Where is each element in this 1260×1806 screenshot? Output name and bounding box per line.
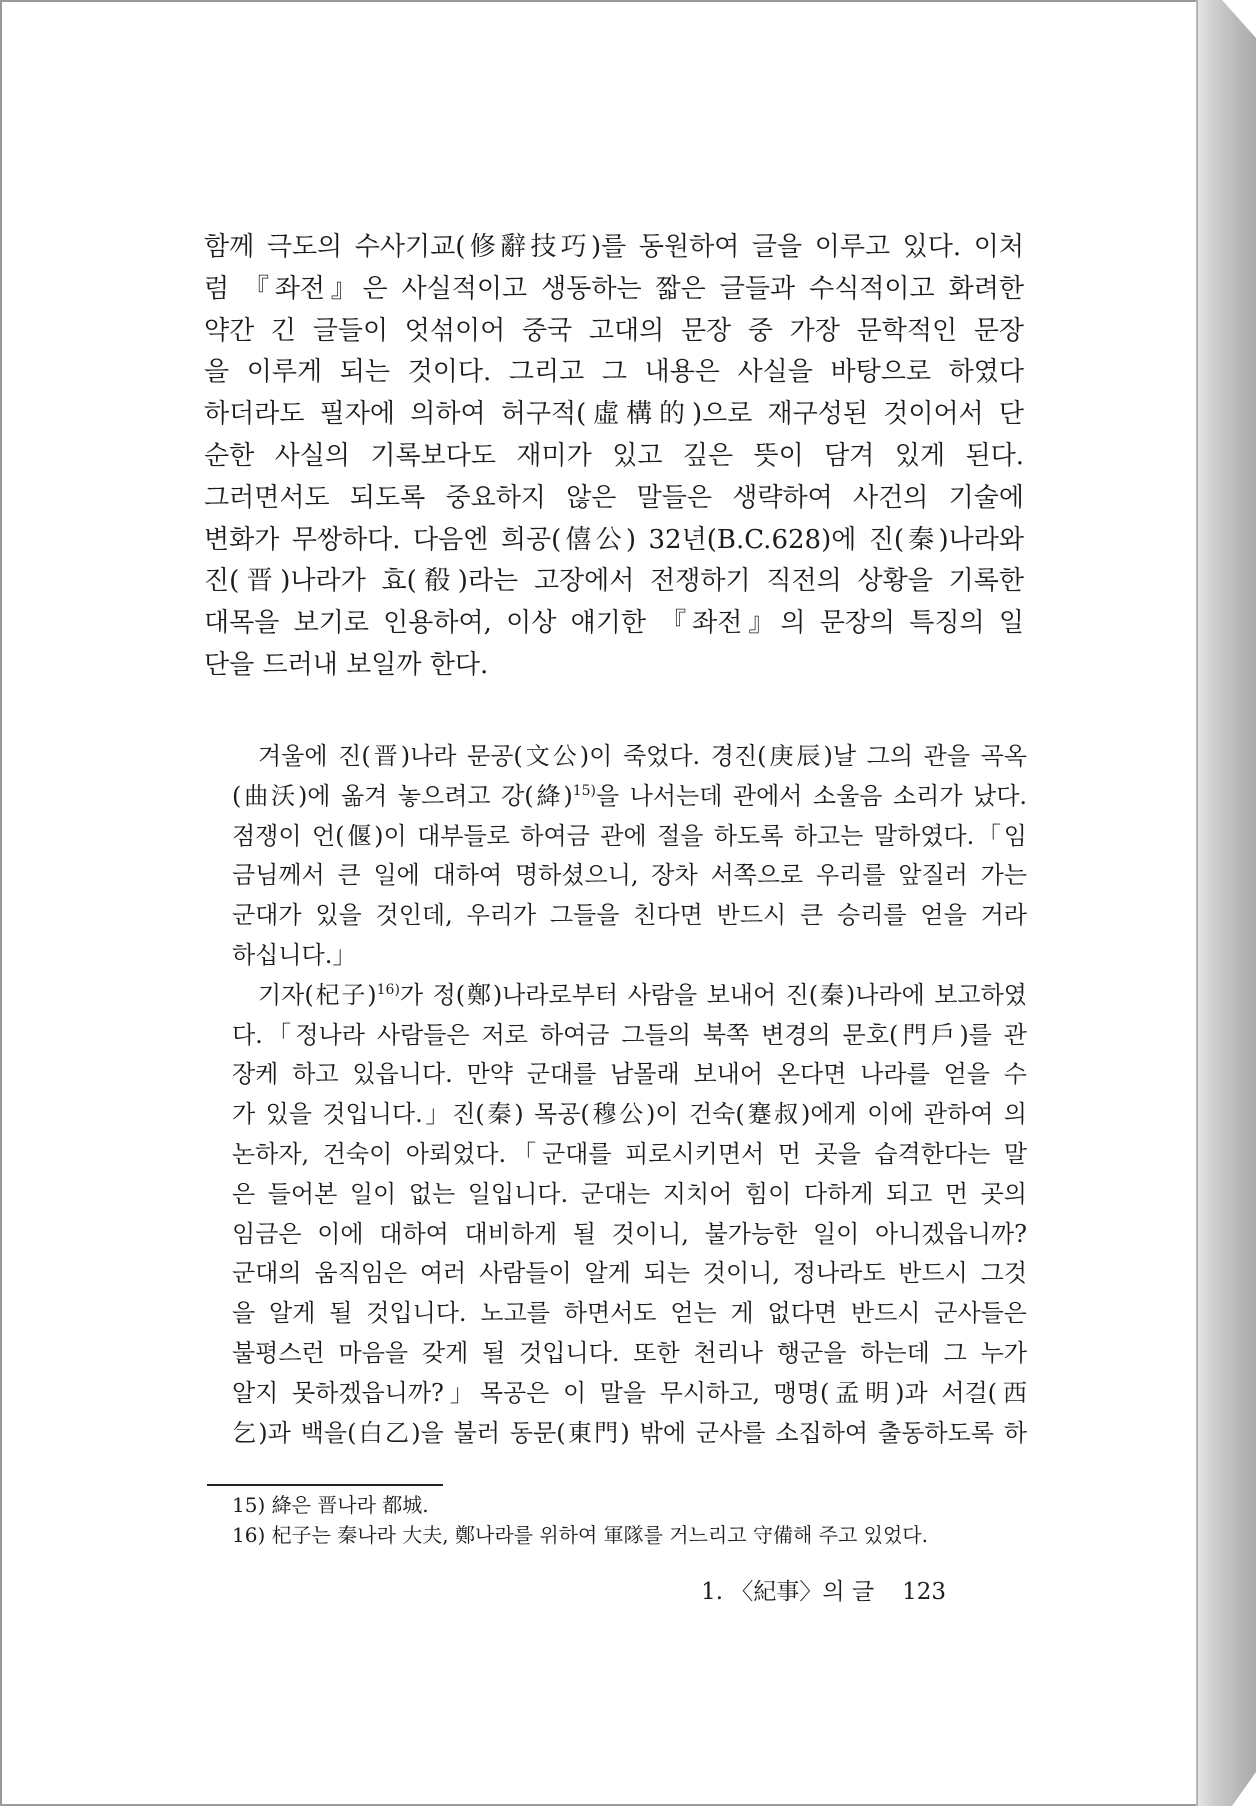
quote-line: 금님께서 큰 일에 대하여 명하셨으니, 장차 서쪽으로 우리를 앞질러 가는 <box>232 861 1027 890</box>
quote-line: 점쟁이 언(偃)이 대부들로 하여금 관에 절을 하도록 하고는 말하였다.「임 <box>232 821 1027 850</box>
footnote: 15) 絳은 晋나라 都城. <box>232 1493 429 1517</box>
quote-line: 겨울에 진(晋)나라 문공(文公)이 죽었다. 경진(庚辰)날 그의 관을 곡옥 <box>258 742 1027 770</box>
running-footer <box>701 1576 946 1608</box>
body-line: 하더라도 필자에 의하여 허구적(虛構的)으로 재구성된 것이어서 단 <box>204 399 1024 430</box>
quote-line: 乞)과 백을(白乙)을 불러 동문(東門) 밖에 군사를 소집하여 출동하도록 하 <box>232 1418 1027 1447</box>
body-line: 변화가 무쌍하다. 다음엔 희공(僖公) 32년(B.C.628)에 진(秦)나라와 <box>204 524 1024 555</box>
quote-line-text: 가 정(鄭)나라로부터 사람을 보내어 진(秦)나라에 보고하였 <box>399 980 1027 1009</box>
body-line: 약간 긴 글들이 엇섞이어 중국 고대의 문장 중 가장 문학적인 문장 <box>204 315 1024 346</box>
footnote-ref: 15) <box>572 782 596 799</box>
quote-line: 불평스런 마음을 갖게 될 것입니다. 또한 천리나 행군을 하는데 그 누가 <box>232 1338 1027 1367</box>
quote-line: 은 들어본 일이 없는 일입니다. 군대는 지치어 힘이 다하게 되고 먼 곳의 <box>232 1179 1027 1208</box>
page-number: 123 <box>902 1579 946 1605</box>
body-line: 함께 극도의 수사기교(修辭技巧)를 동원하여 글을 이루고 있다. 이처 <box>204 232 1024 262</box>
quote-line <box>232 777 1027 817</box>
quote-line: 하십니다.」 <box>232 940 357 969</box>
quote-line: 가 있을 것입니다.」진(秦) 목공(穆公)이 건숙(蹇叔)에게 이에 관하여 의 <box>232 1100 1027 1129</box>
body-line: 대목을 보기로 인용하여, 이상 얘기한 『좌전』의 문장의 특징의 일 <box>204 608 1024 639</box>
quotation-block <box>232 737 1027 1453</box>
quote-line-text: (曲沃)에 옮겨 놓으려고 강(絳) <box>232 781 573 810</box>
quote-line: 군대의 움직임은 여러 사람들이 알게 되는 것이니, 정나라도 반드시 그것 <box>232 1259 1027 1288</box>
quote-line: 다.「정나라 사람들은 저로 하여금 그들의 북쪽 변경의 문호(門戶)를 관 <box>232 1020 1027 1049</box>
footnote-ref: 16) <box>376 981 400 998</box>
quote-line-text: 기자(杞子) <box>258 980 377 1009</box>
footnote-separator-rule <box>207 1484 443 1486</box>
body-line: 단을 드러내 보일까 한다. <box>204 649 489 680</box>
section-title: 1. 〈紀事〉의 글 <box>701 1579 875 1605</box>
body-line: 진(晋)나라가 효(殽)라는 고장에서 전쟁하기 직전의 상황을 기록한 <box>204 566 1024 597</box>
quote-line: 장케 하고 있읍니다. 만약 군대를 남몰래 보내어 온다면 나라를 얻을 수 <box>232 1060 1027 1089</box>
body-line: 을 이루게 되는 것이다. 그리고 그 내용은 사실을 바탕으로 하였다 <box>204 357 1024 388</box>
quote-line: 임금은 이에 대하여 대비하게 될 것이니, 불가능한 일이 아니겠읍니까? <box>232 1219 1027 1248</box>
quote-line-text: 을 나서는데 관에서 소울음 소리가 났다. <box>595 781 1028 810</box>
body-line: 럼 『좌전』은 사실적이고 생동하는 짧은 글들과 수식적이고 화려한 <box>204 273 1024 304</box>
footnotes <box>232 1490 928 1550</box>
quote-line: 군대가 있을 것인데, 우리가 그들을 친다면 반드시 큰 승리를 얻을 거라 <box>232 901 1027 930</box>
book-page-edge <box>1198 0 1258 1806</box>
quote-line <box>232 976 1027 1016</box>
quote-line: 알지 못하겠읍니까?」목공은 이 말을 무시하고, 맹명(孟明)과 서걸(西 <box>232 1378 1027 1407</box>
quote-line: 을 알게 될 것입니다. 노고를 하면서도 얻는 게 없다면 반드시 군사들은 <box>232 1299 1027 1328</box>
body-line: 순한 사실의 기록보다도 재미가 있고 깊은 뜻이 담겨 있게 된다. <box>204 440 1024 471</box>
quote-line: 논하자, 건숙이 아뢰었다.「군대를 피로시키면서 먼 곳을 습격한다는 말 <box>232 1139 1027 1168</box>
footnote: 16) 杞子는 秦나라 大夫, 鄭나라를 위하여 軍隊를 거느리고 守備해 주고 있었다. <box>232 1523 928 1547</box>
body-paragraph <box>204 227 1024 687</box>
body-line: 그러면서도 되도록 중요하지 않은 말들은 생략하여 사건의 기술에 <box>204 482 1024 513</box>
